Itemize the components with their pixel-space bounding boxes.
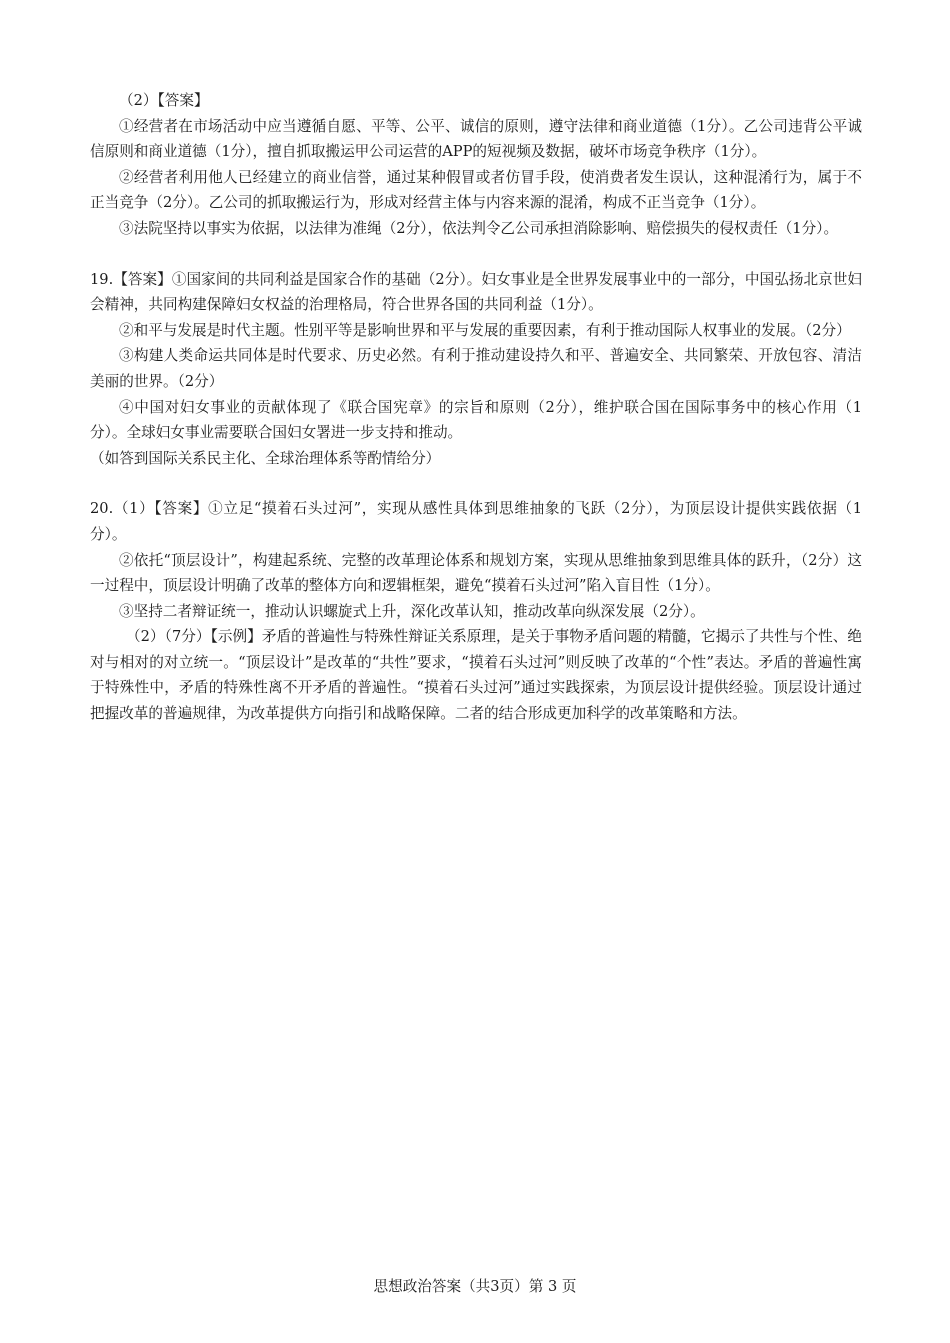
q18-part2-point3: ③法院坚持以事实为依据，以法律为准绳（2分），依法判令乙公司承担消除影响、赔偿损失的侵权责任（1分）。 [119, 219, 839, 237]
q20-part1-point1: 20.（1）【答案】①立足“摸着石头过河”，实现从感性具体到思维抽象的飞跃（2分），为顶层设计提供实践依据（1分）。 [90, 500, 862, 543]
answer-page-body [90, 88, 862, 727]
q19-point2: ②和平与发展是时代主题。性别平等是影响世界和平与发展的重要因素，有利于推动国际人权事业的发展。（2分） [119, 321, 851, 339]
q18-part2-point1: ①经营者在市场活动中应当遵循自愿、平等、公平、诚信的原则，遵守法律和商业道德（1分）。乙公司违背公平诚信原则和商业道德（1分），擅自抓取搬运甲公司运营的APP的短视频及数据，破坏市场竞争秩序（1分）。 [90, 117, 862, 161]
section-gap [90, 471, 862, 496]
q20-part1-point3: ③坚持二者辩证统一，推动认识螺旋式上升，深化改革认知，推动改革向纵深发展（2分）。 [119, 602, 705, 620]
q19-point4: ④中国对妇女事业的贡献体现了《联合国宪章》的宗旨和原则（2分），维护联合国在国际事务中的核心作用（1分）。全球妇女事业需要联合国妇女署进一步支持和推动。 [90, 398, 862, 442]
q18-part2-heading: （2）【答案】 [119, 92, 209, 109]
q20-part1-point2: ②依托“顶层设计”，构建起系统、完整的改革理论体系和规划方案，实现从思维抽象到思维具体的跃升，（2分）这一过程中，顶层设计明确了改革的整体方向和逻辑框架，避免“摸着石头过河”陷入盲目性（1分）。 [90, 551, 862, 595]
q19-scoring-note: （如答到国际关系民主化、全球治理体系等酌情给分） [90, 449, 441, 467]
q18-part2-point2: ②经营者利用他人已经建立的商业信誉，通过某种假冒或者仿冒手段，使消费者发生误认，这种混淆行为，属于不正当竞争（2分）。乙公司的抓取搬运行为，形成对经营主体与内容来源的混淆，构成不正当竞争（1分）。 [90, 168, 862, 212]
q20-part2-example: （2）（7分）【示例】矛盾的普遍性与特殊性辩证关系原理，是关于事物矛盾问题的精髓，它揭示了共性与个性、绝对与相对的对立统一。“顶层设计”是改革的“共性”要求，“摸着石头过河”则反映了改革的“个性”表达。矛盾的普遍性寓于特殊性中，矛盾的特殊性离不开矛盾的普遍性。“摸着石头过河”通过实践探索，为顶层设计提供经验。顶层设计通过把握改革的普遍规律，为改革提供方向指引和战略保障。二者的结合形成更加科学的改革策略和方法。 [90, 628, 862, 723]
section-gap [90, 242, 862, 267]
q19-point1: 19.【答案】①国家间的共同利益是国家合作的基础（2分）。妇女事业是全世界发展事业中的一部分，中国弘扬北京世妇会精神，共同构建保障妇女权益的治理格局，符合世界各国的共同利益（1分）。 [90, 270, 862, 314]
q19-point3: ③构建人类命运共同体是时代要求、历史必然。有利于推动建设持久和平、普遍安全、共同繁荣、开放包容、清洁美丽的世界。（2分） [90, 347, 862, 390]
page-footer: 思想政治答案（共3页）第 3 页 [373, 1278, 577, 1295]
